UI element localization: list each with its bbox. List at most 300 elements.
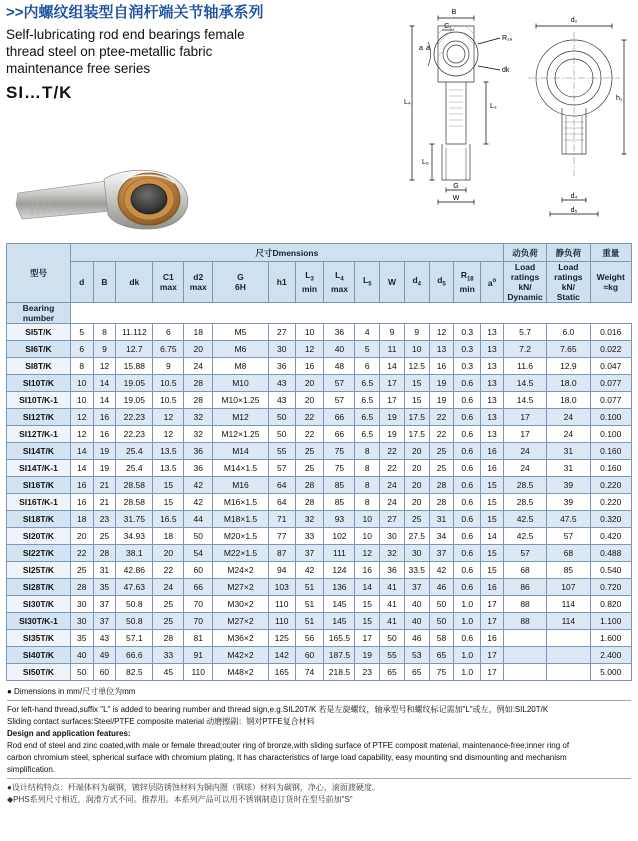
page-header	[0, 0, 638, 239]
cell-value: 13	[481, 392, 504, 409]
cell-value: 0.488	[590, 545, 632, 562]
cell-value: 66	[184, 579, 213, 596]
cell-value: 27	[380, 511, 405, 528]
table-row	[7, 545, 632, 562]
table-row	[7, 477, 632, 494]
cell-value: 142	[268, 647, 295, 664]
cell-value: 110	[184, 664, 213, 681]
cell-value: 41	[380, 613, 405, 630]
cell-value: 15	[481, 562, 504, 579]
cell-value: 68	[503, 562, 546, 579]
cell-value: 0.720	[590, 579, 632, 596]
note-dimensions: ● Dimensions in mm/尺寸单位为mm	[7, 687, 136, 696]
cell-value: 28	[429, 494, 454, 511]
cell-value: 8	[355, 494, 380, 511]
cell-value: 1.0	[454, 613, 481, 630]
svg-text:C₁: C₁	[444, 23, 452, 30]
cell-bearing-number: SI25T/K	[7, 562, 71, 579]
cell-value: 28.5	[503, 477, 546, 494]
cell-value: 7.65	[547, 341, 590, 358]
cell-value: 53	[404, 647, 429, 664]
cell-value: 32	[380, 545, 405, 562]
cell-value: 25.4	[116, 460, 153, 477]
cell-value: 218.5	[324, 664, 355, 681]
cell-value: 8	[355, 443, 380, 460]
cell-value: 1.600	[590, 630, 632, 647]
cell-bearing-number: SI6T/K	[7, 341, 71, 358]
table-sub-header-row	[7, 262, 632, 303]
cell-value: 16	[93, 409, 116, 426]
cell-value: 24	[380, 477, 405, 494]
cell-value: 12.5	[404, 358, 429, 375]
cell-value: 9	[153, 358, 184, 375]
cell-value: 25	[404, 511, 429, 528]
cell-value: 19	[355, 647, 380, 664]
col-weight: Weight ≈kg	[590, 262, 632, 303]
cell-value: 14	[70, 460, 93, 477]
cell-value: 25	[429, 460, 454, 477]
cell-value: 30	[70, 613, 93, 630]
cell-value: 0.160	[590, 443, 632, 460]
cell-bearing-number: SI30T/K-1	[7, 613, 71, 630]
svg-text:h₁: h₁	[616, 95, 623, 102]
cell-value: 14	[93, 392, 116, 409]
cell-value: 16	[295, 358, 324, 375]
table-row	[7, 494, 632, 511]
cell-value: 60	[295, 647, 324, 664]
cell-value: 6.5	[355, 392, 380, 409]
cell-value: 110	[268, 613, 295, 630]
col-bearing-number: Bearing number	[7, 303, 71, 324]
cell-value: 37	[93, 596, 116, 613]
header-dimensions: 尺寸Dmensions	[70, 244, 503, 262]
cell-value: 0.077	[590, 392, 632, 409]
cell-value: 0.6	[454, 460, 481, 477]
cell-value: 42.86	[116, 562, 153, 579]
cell-value: 43	[268, 392, 295, 409]
cell-value: 28.58	[116, 477, 153, 494]
cell-value: 19.05	[116, 375, 153, 392]
cell-value: 10	[404, 341, 429, 358]
cell-value: 30	[268, 341, 295, 358]
cell-value: M42×2	[213, 647, 269, 664]
cell-value: 65	[429, 647, 454, 664]
cell-value: 15	[153, 477, 184, 494]
cell-value: 0.6	[454, 630, 481, 647]
cell-value: 0.160	[590, 460, 632, 477]
note-design-heading: Design and application features:	[7, 729, 131, 738]
cell-value: 0.6	[454, 477, 481, 494]
cell-value: 30	[70, 596, 93, 613]
cell-value: 0.6	[454, 528, 481, 545]
col-G6H: G 6H	[213, 262, 269, 303]
cell-bearing-number: SI10T/K-1	[7, 392, 71, 409]
table-row	[7, 664, 632, 681]
cell-value: 6	[153, 324, 184, 341]
col-L3min: $L_3$ min	[295, 262, 324, 303]
cell-value: 31	[547, 443, 590, 460]
table-row	[7, 460, 632, 477]
cell-value: 30	[380, 528, 405, 545]
col-B: B	[93, 262, 116, 303]
cell-bearing-number: SI28T/K	[7, 579, 71, 596]
cell-value: M20×1.5	[213, 528, 269, 545]
cell-value: 19	[93, 460, 116, 477]
cell-value: 0.220	[590, 477, 632, 494]
cell-value: 56	[295, 630, 324, 647]
cell-value: 22	[153, 562, 184, 579]
cell-value: 13.5	[153, 443, 184, 460]
cell-value: 85	[547, 562, 590, 579]
cell-value: 88	[503, 596, 546, 613]
product-photo	[12, 155, 227, 240]
svg-text:a: a	[426, 45, 430, 52]
cell-value: 66	[324, 409, 355, 426]
cell-value: 2.400	[590, 647, 632, 664]
cell-value: 42.5	[503, 528, 546, 545]
cell-value: 32	[295, 511, 324, 528]
cell-value: 28.58	[116, 494, 153, 511]
cell-value: 14	[481, 528, 504, 545]
cell-value: 5.7	[503, 324, 546, 341]
cell-value: 24	[547, 409, 590, 426]
cell-value: 10	[70, 375, 93, 392]
cell-value: 17	[481, 647, 504, 664]
cell-value: 85	[324, 477, 355, 494]
cell-value: 18.0	[547, 392, 590, 409]
note-cn-phs: ◆PHS系列尺寸相近，润滑方式不同。推荐用。本系列产品可以用不锈钢制造订货时在型号前加"S"	[7, 795, 353, 804]
table-row	[7, 647, 632, 664]
cell-value: 0.6	[454, 392, 481, 409]
header-dynamic: 动负荷	[503, 244, 546, 262]
cell-value: 49	[93, 647, 116, 664]
svg-text:L₄: L₄	[404, 99, 411, 106]
cell-value: 50	[268, 409, 295, 426]
cell-value: 31.75	[116, 511, 153, 528]
cell-value: 16	[481, 460, 504, 477]
cell-value: 16	[429, 358, 454, 375]
cell-value: 60	[93, 664, 116, 681]
table-row	[7, 443, 632, 460]
cell-value: 23	[93, 511, 116, 528]
cell-value: 9	[93, 341, 116, 358]
cell-value: 32	[184, 409, 213, 426]
cell-value: 75	[324, 460, 355, 477]
col-load-static: Load ratings kN/ Static	[547, 262, 590, 303]
cell-value: 55	[380, 647, 405, 664]
cell-value: 20	[404, 477, 429, 494]
cell-value: 102	[324, 528, 355, 545]
cell-value: M24×2	[213, 562, 269, 579]
cell-value: 44	[184, 511, 213, 528]
english-title	[6, 26, 350, 77]
cell-value: 24	[547, 426, 590, 443]
cell-value: 93	[324, 511, 355, 528]
cell-value: M48×2	[213, 664, 269, 681]
svg-text:d₂: d₂	[570, 17, 578, 24]
svg-text:d₅: d₅	[570, 207, 578, 214]
cell-value: 18	[153, 528, 184, 545]
table-row	[7, 324, 632, 341]
cell-value: 36	[184, 460, 213, 477]
table-group-header-row	[7, 244, 632, 262]
cell-value: 114	[547, 613, 590, 630]
cell-value: 165.5	[324, 630, 355, 647]
cell-value: M14×1.5	[213, 460, 269, 477]
cell-value: 43	[93, 630, 116, 647]
table-row	[7, 562, 632, 579]
header-weight: 重量	[590, 244, 632, 262]
cell-value: 45	[153, 664, 184, 681]
note-sliding-surfaces: Sliding contact surfaces:Steel/PTFE composite material 动磨擦副：钢对PTFE复合材料	[7, 717, 315, 726]
cell-value: 12.9	[547, 358, 590, 375]
table-row	[7, 375, 632, 392]
cell-value: 17	[355, 630, 380, 647]
cell-value: 51	[295, 579, 324, 596]
cell-value: 57	[547, 528, 590, 545]
cell-value: 42	[184, 494, 213, 511]
col-W: W	[380, 262, 405, 303]
cell-value: 136	[324, 579, 355, 596]
cell-value: 15	[481, 477, 504, 494]
cell-value: 35	[93, 579, 116, 596]
cell-value: 46	[404, 630, 429, 647]
cell-value: 50	[429, 613, 454, 630]
cell-value: 87	[268, 545, 295, 562]
cell-value: 33	[295, 528, 324, 545]
cell-value: 50	[268, 426, 295, 443]
cell-value: 40	[404, 613, 429, 630]
cell-value: 10	[355, 528, 380, 545]
cell-value: 13.5	[153, 460, 184, 477]
cell-value: 16	[481, 579, 504, 596]
cell-value: 17	[503, 426, 546, 443]
cell-value: 64	[268, 477, 295, 494]
cell-value: 57	[268, 460, 295, 477]
cell-value: 17	[481, 613, 504, 630]
cell-value: 0.6	[454, 545, 481, 562]
cell-bearing-number: SI22T/K	[7, 545, 71, 562]
cell-value: 75	[429, 664, 454, 681]
cell-value: 12	[355, 545, 380, 562]
col-d4: $d_4$	[404, 262, 429, 303]
cell-value: 0.220	[590, 494, 632, 511]
cell-value: 22	[380, 460, 405, 477]
cell-value: 13	[481, 358, 504, 375]
notes-divider-2	[7, 778, 631, 779]
cell-value: 10	[355, 511, 380, 528]
cell-value: 60	[184, 562, 213, 579]
cell-value: 85	[324, 494, 355, 511]
english-title-line1: Self-lubricating rod end bearings female	[6, 27, 245, 42]
cell-value: 28	[295, 477, 324, 494]
cell-value: 28	[93, 545, 116, 562]
cell-value: 11.6	[503, 358, 546, 375]
cell-value: 39	[547, 494, 590, 511]
cell-value: 11.112	[116, 324, 153, 341]
cell-value: 43	[268, 375, 295, 392]
table-row	[7, 426, 632, 443]
cell-bearing-number: SI30T/K	[7, 596, 71, 613]
cell-bearing-number: SI20T/K	[7, 528, 71, 545]
cell-bearing-number: SI10T/K	[7, 375, 71, 392]
cell-value: 25	[295, 443, 324, 460]
cell-value: 0.6	[454, 409, 481, 426]
cell-value: 16	[93, 426, 116, 443]
cell-value: 12	[153, 409, 184, 426]
cell-value: 6.5	[355, 375, 380, 392]
cell-value: 66	[324, 426, 355, 443]
cell-value: 165	[268, 664, 295, 681]
cell-value: 17	[503, 409, 546, 426]
cell-value: 91	[184, 647, 213, 664]
cell-value: 35	[70, 630, 93, 647]
cell-value	[503, 630, 546, 647]
svg-text:W: W	[452, 195, 460, 202]
cell-value: 50	[429, 596, 454, 613]
cell-value: 31	[547, 460, 590, 477]
cell-value: 8	[355, 460, 380, 477]
cell-value: M10×1.25	[213, 392, 269, 409]
svg-text:R₁₈: R₁₈	[502, 35, 513, 42]
col-angle: $a^o$	[481, 262, 504, 303]
cell-value: 28	[70, 579, 93, 596]
cell-value: 25	[429, 443, 454, 460]
table-row	[7, 341, 632, 358]
cell-value: 15	[153, 494, 184, 511]
cell-value: 36	[380, 562, 405, 579]
col-L4max: $L_4$ max	[324, 262, 355, 303]
cell-value: 17	[380, 375, 405, 392]
note-design-3: simplification.	[7, 765, 56, 774]
cell-value	[547, 647, 590, 664]
cell-value: 5	[70, 324, 93, 341]
cell-value: 12.7	[116, 341, 153, 358]
cell-value: 8	[355, 477, 380, 494]
cell-value: 22.23	[116, 426, 153, 443]
cell-value: 12	[429, 324, 454, 341]
cell-value: 25	[93, 528, 116, 545]
svg-text:L₃: L₃	[490, 103, 497, 110]
cell-value: 47.5	[547, 511, 590, 528]
specification-table	[6, 243, 632, 681]
cell-value: 20	[404, 494, 429, 511]
col-L5: $L_5$	[355, 262, 380, 303]
cell-value: 13	[481, 409, 504, 426]
cell-bearing-number: SI12T/K	[7, 409, 71, 426]
cell-value: 0.6	[454, 579, 481, 596]
cell-value: 5.000	[590, 664, 632, 681]
cell-bearing-number: SI50T/K	[7, 664, 71, 681]
cell-value: 50	[380, 630, 405, 647]
cell-value: 15.88	[116, 358, 153, 375]
cell-value: 6	[70, 341, 93, 358]
cell-value: 13	[481, 426, 504, 443]
cell-value: 25.4	[116, 443, 153, 460]
cell-value: 124	[324, 562, 355, 579]
cell-value: 19	[380, 426, 405, 443]
cell-value: 64	[268, 494, 295, 511]
cell-value: 22	[429, 409, 454, 426]
cell-value	[547, 664, 590, 681]
cell-value: 9	[380, 324, 405, 341]
series-code: SI…T/K	[6, 83, 73, 102]
cell-value: 32	[184, 426, 213, 443]
cell-value: 42	[184, 477, 213, 494]
cell-value: 12	[93, 358, 116, 375]
cell-value: 11	[380, 341, 405, 358]
cell-value: M27×2	[213, 579, 269, 596]
table-body	[7, 324, 632, 681]
cell-value: 12	[295, 341, 324, 358]
cell-value: 20	[404, 460, 429, 477]
cell-value	[503, 647, 546, 664]
cell-value: 68	[547, 545, 590, 562]
cell-value: 0.100	[590, 409, 632, 426]
cell-value: 107	[547, 579, 590, 596]
cell-value: 22	[295, 426, 324, 443]
cell-value: 0.022	[590, 341, 632, 358]
cell-value: 55	[268, 443, 295, 460]
cell-value	[547, 630, 590, 647]
cell-value: 14	[70, 443, 93, 460]
cell-value: 34.93	[116, 528, 153, 545]
cell-value: 0.016	[590, 324, 632, 341]
cell-value: 0.6	[454, 443, 481, 460]
cell-value: 34	[429, 528, 454, 545]
note-left-hand-thread: For left-hand thread,suffix "L" is added to bearing number and thread sign,e.g.SIL20T/K 若是左旋螺纹，轴承型号和螺纹标记需加"L"或左，例如:SIL20T/K	[7, 705, 549, 714]
cell-value: 28	[184, 375, 213, 392]
cell-value: 28	[153, 630, 184, 647]
cell-value: 0.6	[454, 375, 481, 392]
svg-text:G: G	[453, 183, 459, 190]
cell-value: M8	[213, 358, 269, 375]
col-d5: $d_5$	[429, 262, 454, 303]
cell-value: 20	[153, 545, 184, 562]
cell-value: 19	[93, 443, 116, 460]
cell-value: 16	[481, 443, 504, 460]
cell-value: 12	[70, 409, 93, 426]
cell-value: 17	[481, 596, 504, 613]
cell-value: 0.420	[590, 528, 632, 545]
cell-value: 114	[547, 596, 590, 613]
cell-value: 57	[503, 545, 546, 562]
cell-value: 125	[268, 630, 295, 647]
cell-value: 24	[503, 460, 546, 477]
table-row	[7, 630, 632, 647]
cell-value: 19	[380, 409, 405, 426]
cell-value: 40	[70, 647, 93, 664]
table-row	[7, 358, 632, 375]
cell-value: 0.6	[454, 426, 481, 443]
cell-value: 7.2	[503, 341, 546, 358]
cell-value: 5	[355, 341, 380, 358]
cell-value: 18	[70, 511, 93, 528]
note-design-2: carbon chromium steel, spherical surface with chromium plating, It has characteristics of large load capability, easy mounting snd dismounting and mechanism	[7, 753, 567, 762]
cell-value: 31	[93, 562, 116, 579]
cell-value: 24	[153, 579, 184, 596]
cell-value: 38.1	[116, 545, 153, 562]
cell-value: 10.5	[153, 375, 184, 392]
cell-value: 0.6	[454, 494, 481, 511]
cell-value: 22	[295, 409, 324, 426]
cell-value: 30	[404, 545, 429, 562]
svg-text:B: B	[451, 9, 457, 16]
cell-value: 0.6	[454, 562, 481, 579]
cell-value: 0.047	[590, 358, 632, 375]
drawing-svg	[350, 4, 632, 240]
cell-value: 65	[380, 664, 405, 681]
